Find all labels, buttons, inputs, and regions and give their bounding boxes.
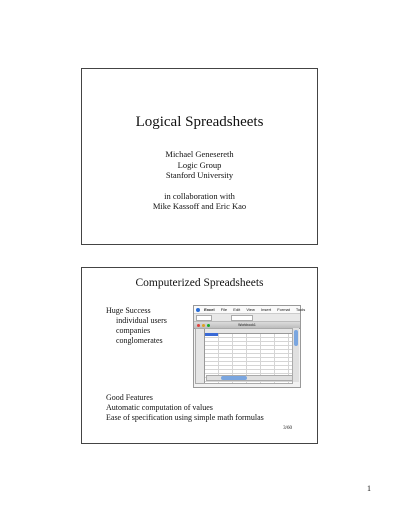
slide-number: 3/60 [283,426,292,431]
menu-item: Format [277,307,290,312]
list-item: conglomerates [116,336,163,345]
horizontal-scrollbar [206,375,294,381]
row-header [196,329,205,383]
minimize-icon [202,324,205,327]
list-heading: Good Features [106,393,153,402]
formula-bar [194,314,300,322]
slide-2 [81,267,318,444]
spreadsheet-screenshot [193,305,306,388]
author-name: Michael Genesereth [165,149,234,159]
collaboration-intro: in collaboration with [164,190,235,201]
features-list [106,393,264,423]
formula-input [231,315,253,321]
success-list [106,306,167,346]
selected-cell [205,333,218,336]
zoom-icon [207,324,210,327]
slide-title: Logical Spreadsheets [135,114,264,130]
list-item: Ease of specification using simple math formulas [106,413,264,422]
cell-reference-box [196,315,212,321]
slide-credits [82,149,317,212]
scroll-thumb [294,330,298,346]
apple-icon [196,308,200,312]
list-heading: Huge Success [106,306,151,315]
list-item: individual users [116,316,167,325]
collaborators: Mike Kassoff and Eric Kao [152,201,247,211]
menu-item: Edit [233,307,241,312]
menu-item: File [220,307,228,312]
app-menubar [194,306,306,314]
cell-grid [195,328,293,384]
menu-item: Excel [204,307,215,312]
menu-item: Insert [261,307,272,312]
menu-item: Tools [295,307,306,312]
close-icon [197,324,200,327]
page-number: 1 [367,484,371,493]
list-item: companies [116,326,151,335]
window-title: Workbook1 [238,323,256,327]
slide-1 [81,68,318,245]
group-name: Logic Group [177,159,222,170]
slide-title: Computerized Spreadsheets [135,277,264,289]
scroll-thumb [221,376,247,380]
menu-item: View [246,307,255,312]
university-name: Stanford University [165,170,234,180]
list-item: Automatic computation of values [106,403,213,412]
vertical-scrollbar [292,328,299,382]
